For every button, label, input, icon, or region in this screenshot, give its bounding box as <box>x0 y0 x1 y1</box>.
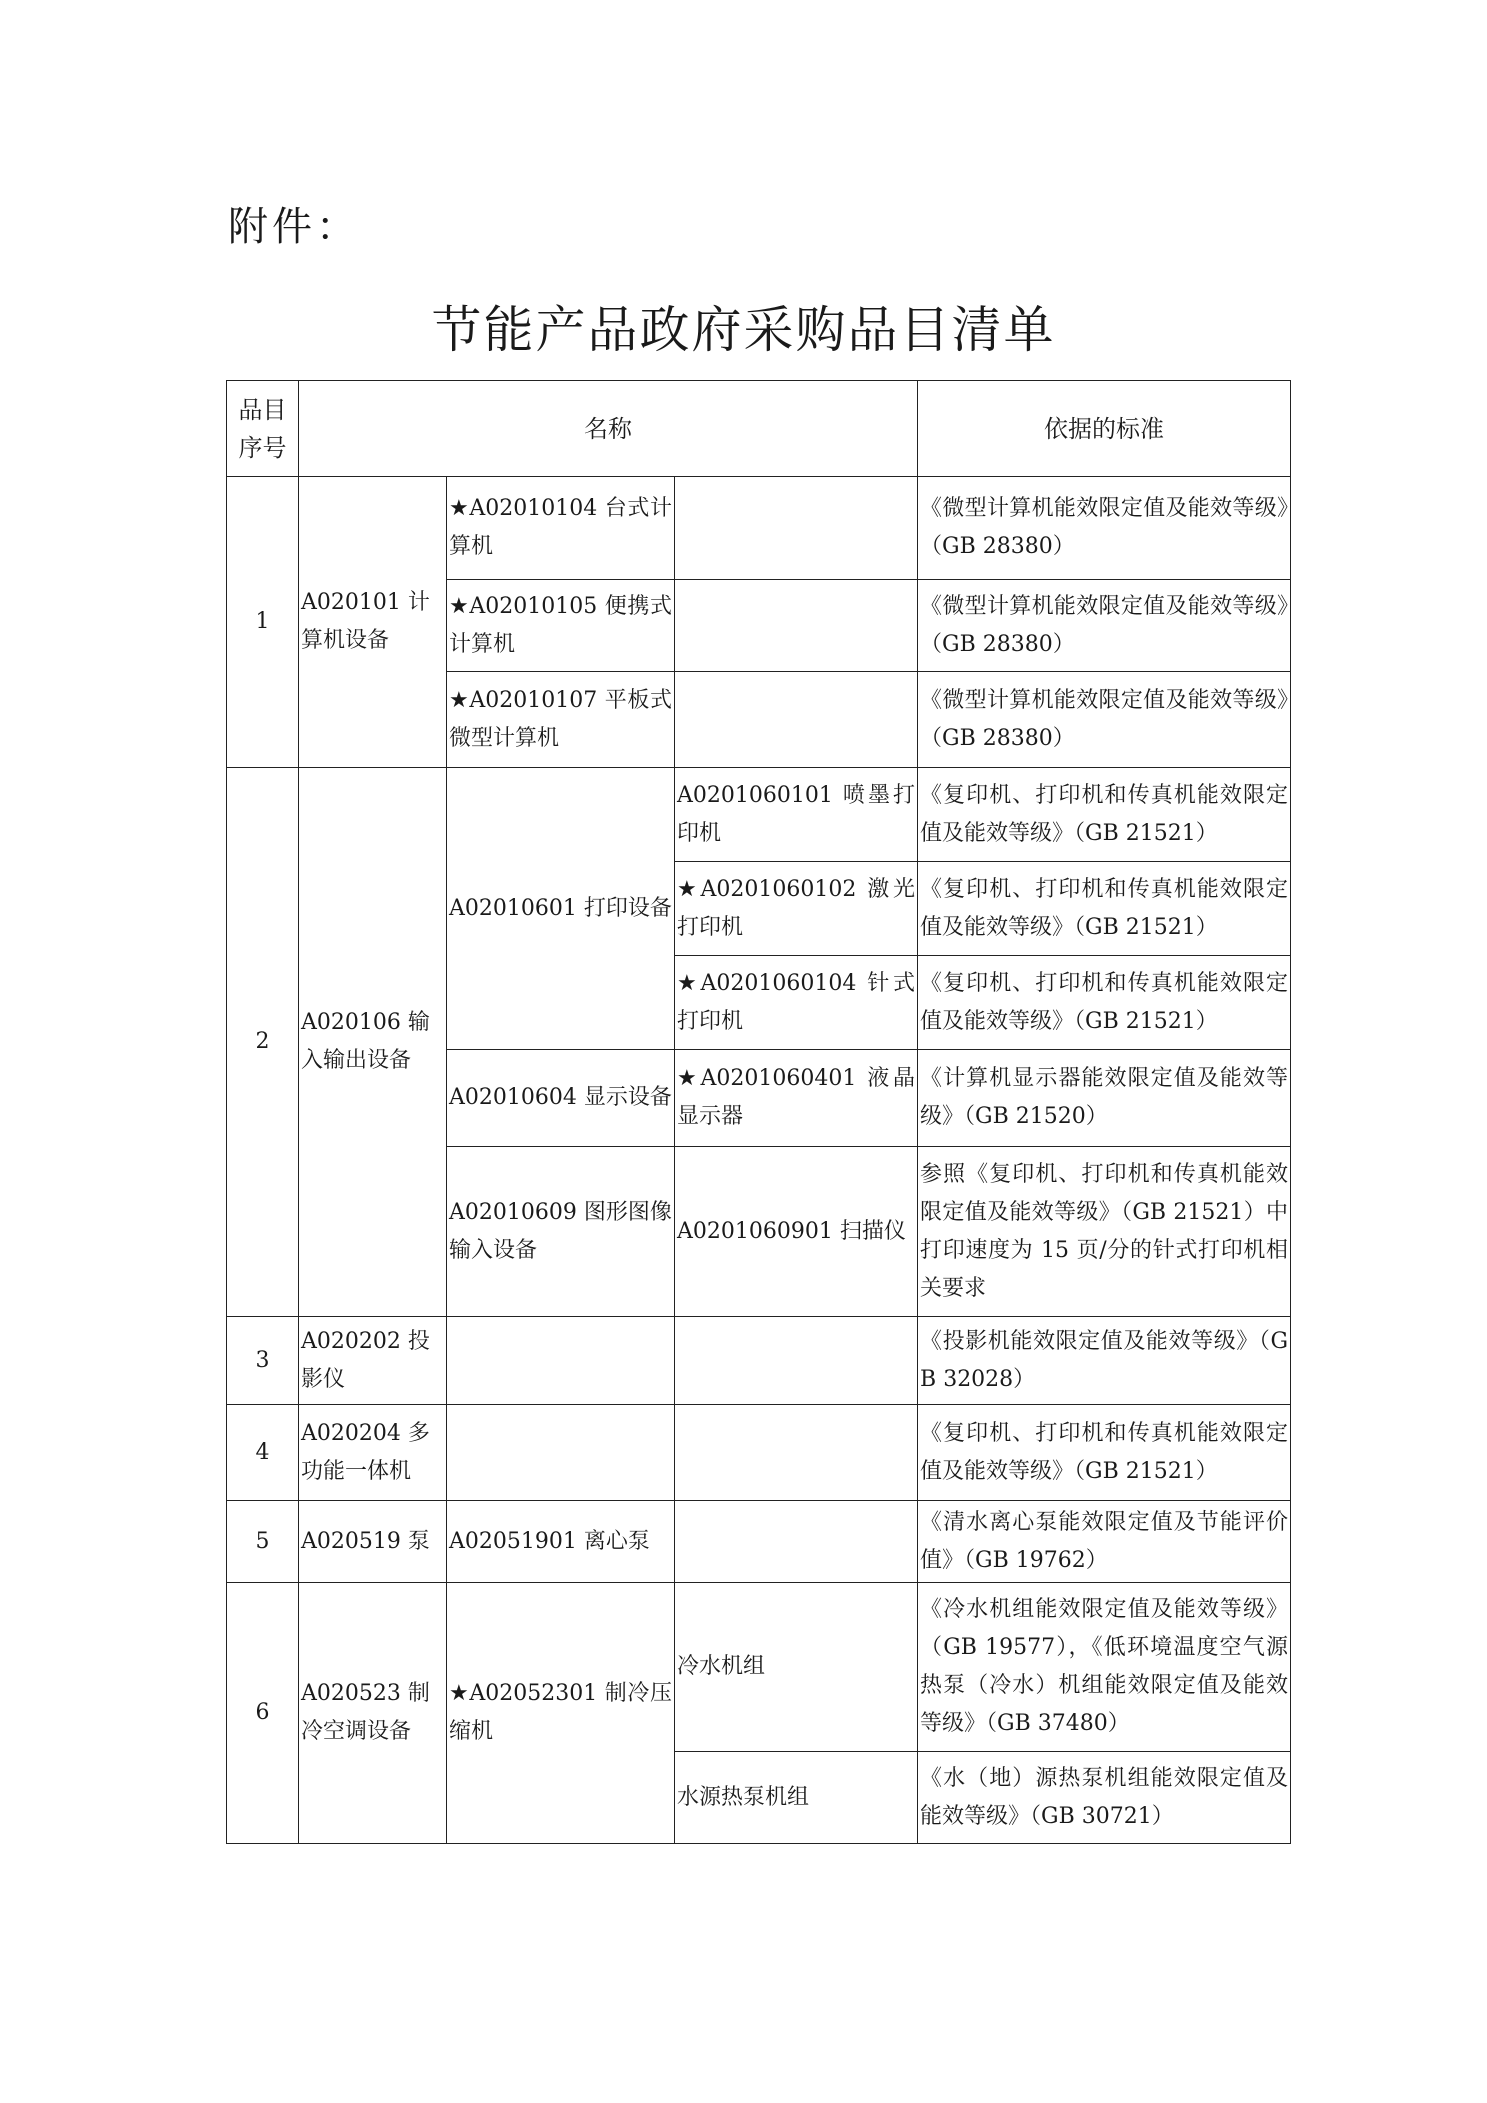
level2-cell: A02010604 显示设备 <box>447 1050 675 1147</box>
table-row <box>227 1501 1291 1583</box>
table-row <box>227 477 1291 580</box>
level2-cell: ★A02010107 平板式微型计算机 <box>447 672 675 768</box>
level3-cell <box>675 1405 918 1501</box>
table-row <box>227 1317 1291 1405</box>
header-standard: 依据的标准 <box>918 381 1291 477</box>
standard-cell: 《微型计算机能效限定值及能效等级》（GB 28380） <box>918 477 1291 580</box>
level2-cell: A02010601 打印设备 <box>447 768 675 1050</box>
level3-cell <box>675 477 918 580</box>
table-row <box>227 1405 1291 1501</box>
standard-cell: 《复印机、打印机和传真机能效限定值及能效等级》（GB 21521） <box>918 956 1291 1050</box>
seq-cell: 1 <box>227 477 299 768</box>
level3-cell <box>675 672 918 768</box>
attachment-label: 附件： <box>228 204 360 250</box>
seq-cell: 5 <box>227 1501 299 1583</box>
standard-cell: 《微型计算机能效限定值及能效等级》（GB 28380） <box>918 672 1291 768</box>
level1-cell: A020101 计算机设备 <box>299 477 447 768</box>
level1-cell: A020202 投影仪 <box>299 1317 447 1405</box>
level3-cell: A0201060101 喷墨打印机 <box>675 768 918 862</box>
level3-cell: 冷水机组 <box>675 1583 918 1752</box>
level2-cell: ★A02052301 制冷压缩机 <box>447 1583 675 1844</box>
level3-cell: A0201060901 扫描仪 <box>675 1147 918 1317</box>
standard-cell: 《水（地）源热泵机组能效限定值及能效等级》（GB 30721） <box>918 1752 1291 1844</box>
standard-cell: 《清水离心泵能效限定值及节能评价值》（GB 19762） <box>918 1501 1291 1583</box>
level3-cell: 水源热泵机组 <box>675 1752 918 1844</box>
table-header-row <box>227 381 1291 477</box>
header-name: 名称 <box>299 381 918 477</box>
level1-cell: A020106 输入输出设备 <box>299 768 447 1317</box>
level3-cell <box>675 1501 918 1583</box>
level3-cell: ★A0201060401 液晶显示器 <box>675 1050 918 1147</box>
level3-cell <box>675 580 918 672</box>
table-row <box>227 1583 1291 1752</box>
standard-cell: 《冷水机组能效限定值及能效等级》（GB 19577），《低环境温度空气源热泵（冷水）机组能效限定值及能效等级》（GB 37480） <box>918 1583 1291 1752</box>
level2-cell <box>447 1405 675 1501</box>
level1-cell: A020519 泵 <box>299 1501 447 1583</box>
standard-cell: 《投影机能效限定值及能效等级》（GB 32028） <box>918 1317 1291 1405</box>
seq-cell: 4 <box>227 1405 299 1501</box>
standard-cell: 《复印机、打印机和传真机能效限定值及能效等级》（GB 21521） <box>918 768 1291 862</box>
level1-cell: A020204 多功能一体机 <box>299 1405 447 1501</box>
level2-cell <box>447 1317 675 1405</box>
standard-cell: 参照《复印机、打印机和传真机能效限定值及能效等级》（GB 21521）中打印速度为 15 页/分的针式打印机相关要求 <box>918 1147 1291 1317</box>
catalog-table <box>226 380 1291 1844</box>
seq-cell: 6 <box>227 1583 299 1844</box>
level3-cell: ★A0201060102 激光打印机 <box>675 862 918 956</box>
page-title: 节能产品政府采购品目清单 <box>431 301 1056 359</box>
level2-cell: A02051901 离心泵 <box>447 1501 675 1583</box>
standard-cell: 《复印机、打印机和传真机能效限定值及能效等级》（GB 21521） <box>918 862 1291 956</box>
standard-cell: 《微型计算机能效限定值及能效等级》（GB 28380） <box>918 580 1291 672</box>
level2-cell: ★A02010104 台式计算机 <box>447 477 675 580</box>
table-row <box>227 768 1291 862</box>
standard-cell: 《复印机、打印机和传真机能效限定值及能效等级》（GB 21521） <box>918 1405 1291 1501</box>
header-seq: 品目序号 <box>227 381 299 477</box>
standard-cell: 《计算机显示器能效限定值及能效等级》（GB 21520） <box>918 1050 1291 1147</box>
seq-cell: 3 <box>227 1317 299 1405</box>
seq-cell: 2 <box>227 768 299 1317</box>
level2-cell: ★A02010105 便携式计算机 <box>447 580 675 672</box>
level2-cell: A02010609 图形图像输入设备 <box>447 1147 675 1317</box>
level1-cell: A020523 制冷空调设备 <box>299 1583 447 1844</box>
level3-cell <box>675 1317 918 1405</box>
level3-cell: ★A0201060104 针式打印机 <box>675 956 918 1050</box>
